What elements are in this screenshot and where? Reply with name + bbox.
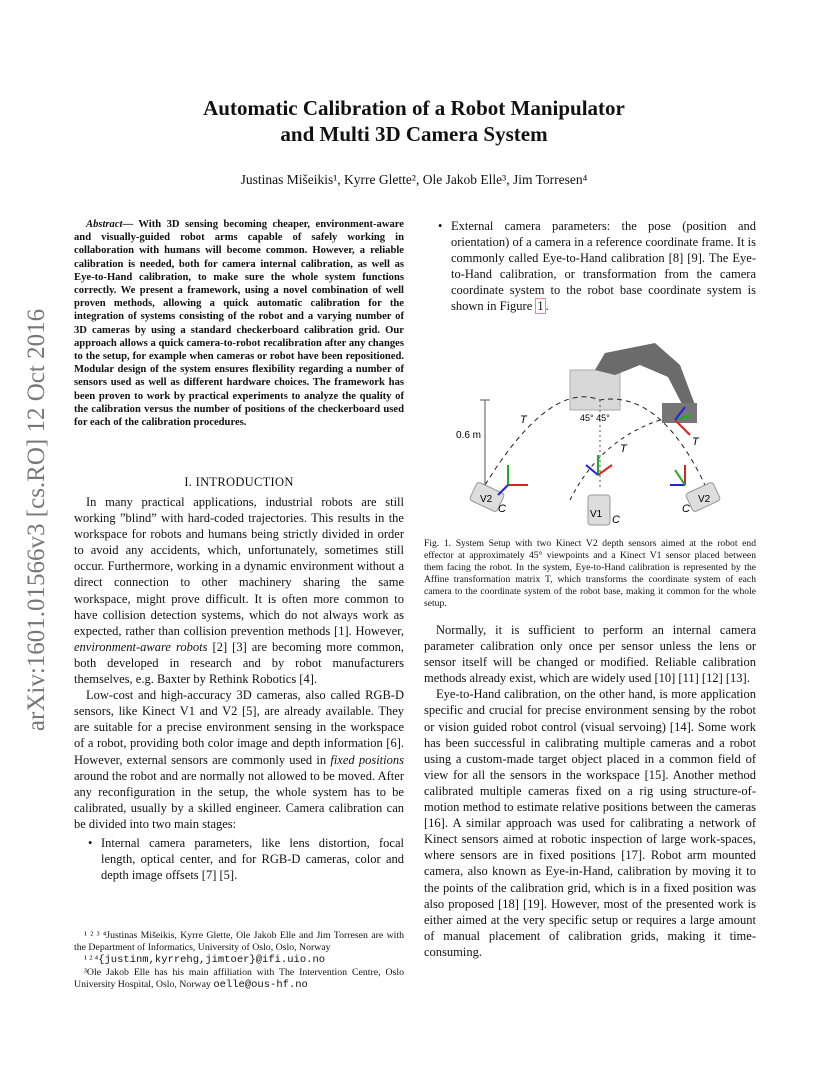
figure-1 bbox=[430, 325, 756, 530]
section-heading: I. INTRODUCTION bbox=[184, 475, 294, 489]
svg-text:C: C bbox=[498, 503, 506, 515]
svg-text:T: T bbox=[692, 436, 699, 448]
svg-text:C: C bbox=[682, 503, 690, 515]
intro-paragraph-2: Low-cost and high-accuracy 3D cameras, also called RGB-D sensors, like Kinect V1 and V2 [5], are already available. They are suitable for a precise environment sensing in the workspace of a robot, providing both color image and depth information [6]. However, external sensors are commonly used in fixed positions around the robot and are normally not allowed to be moved. After any reconfiguration in the setup, the whole system has to be calibrated, usually by a skilled engineer. Camera calibration can be divided into two main stages: bbox=[74, 688, 404, 831]
svg-text:V2: V2 bbox=[698, 494, 711, 505]
svg-text:C: C bbox=[612, 514, 620, 526]
paragraph: Eye-to-Hand calibration, on the other hand, is more application specific and crucial for precise environment sensing by the robot or vision guided robot control (visual servoing) [14]. Some work has been successful in calibrating multiple cameras and a robot using a custom-made target object placed in a common field of view for all the sensors in the workspace [15]. Another method calibrated multiple cameras fixed on a rig using structure-of-motion method to estimate relative positions between the cameras [16]. A similar approach was used for calibrating a network of Kinect sensors aimed at robotic inspection of large work-spaces, where sensors are in fixed positions [17]. Robot arm mounted camera, also known as Eye-in-Hand, calibration by moving it to the points of the calibration grid, which is in a fixed position was also proposed [18] [19]. However, most of the presented work is either aimed at the very specific setup or requires a large amount of manual placement of calibration grids, making it time-consuming. bbox=[424, 687, 756, 959]
list-item: • Internal camera parameters, like lens distortion, focal length, optical center, and for RGB-D cameras, color and depth image offsets [7] [5]. bbox=[88, 835, 404, 883]
angle-label: 45° 45° bbox=[580, 413, 610, 423]
right-body bbox=[424, 622, 756, 960]
figure-caption: Fig. 1. System Setup with two Kinect V2 depth sensors aimed at the robot end effector at approximately 45° viewpoints and a Kinect V1 sensor placed between them facing the robot. In the system, Eye-to-Hand calibration is represented by the Affine transformation matrix T, which transforms the coordinate system of each camera to the coordinate system of the robot base, making it common for the whole setup. bbox=[424, 538, 756, 609]
footnotes: ¹ ² ³ ⁴Justinas Mišeikis, Kyrre Glette, Ole Jakob Elle and Jim Torresen are with the Department of Informatics, University of Oslo, Oslo, Norway ¹ ² ⁴{justinm,kyrrehg,jimtoer}@ifi.uio.no ³Ole Jakob Elle has his main affiliation with The Intervention Centre, Oslo University Hospital, Oslo, Norway oelle@ous-hf.no bbox=[74, 930, 404, 991]
email-list: {justinm,kyrrehg,jimtoer}@ifi.uio.no bbox=[98, 954, 326, 967]
svg-text:V2: V2 bbox=[480, 494, 493, 505]
svg-text:T: T bbox=[520, 414, 527, 426]
abstract: Abstract— With 3D sensing becoming cheaper, environment-aware and visually-guided robot arms capable of safely working in collaboration with humans will become common. However, a reliable calibration is needed, both for camera internal calibration, as well as Eye-to-Hand calibration, to make sure the whole system functions correctly. We present a framework, using a novel combination of well proven methods, allowing a quick automatic calibration for the integration of systems consisting of the robot and a varying number of 3D cameras by using a standard checkerboard calibration grid. Our approach allows a quick camera-to-robot recalibration after any changes to the setup, for example when cameras or robot have been repositioned. Modular design of the system ensures flexibility regarding a number of sensors used as well as different hardware choices. The framework has been proven to work by practical experiments to analyze the quality of the calibration versus the number of positions of the checkerboard used for each of the calibration procedures. bbox=[74, 219, 404, 429]
paper-title: Automatic Calibration of a Robot Manipulator and Multi 3D Camera System bbox=[203, 96, 625, 146]
authors: Justinas Mišeikis¹, Kyrre Glette², Ole Jakob Elle³, Jim Torresen⁴ bbox=[240, 172, 588, 187]
arxiv-sidebar: arXiv:1601.01566v3 [cs.RO] 12 Oct 2016 bbox=[23, 308, 50, 732]
intro-paragraph-1: In many practical applications, industrial robots are still working ”blind” with hard-coded trajectories. This results in the workspace for robots and humans being strictly divided in order to avoid any accidents, which, unfortunately, sometimes still occur. Furthermore, working in a dynamic environment without a direct connection to other machinery sharing the same workspace, might prove difficult. It is often more common to have collision detection systems, which do not always work as expected, rather than collision prevention methods [1]. However, environment-aware robots [2] [3] are becoming more common, both developed in research and by robot manufacturers themselves, e.g. Baxter by Rethink Robotics [4]. bbox=[74, 495, 404, 687]
distance-label: 0.6 m bbox=[456, 430, 482, 441]
svg-text:T: T bbox=[620, 443, 627, 455]
robot-base bbox=[570, 370, 620, 410]
svg-text:V1: V1 bbox=[590, 509, 603, 520]
paragraph: Normally, it is sufficient to perform an internal camera parameter calibration only once per sensor unless the lens or sensor itself will be changed or modified. Reliable calibration methods already exist, which are widely used [10] [11] [12] [13]. bbox=[424, 623, 756, 686]
bullet-external: • External camera parameters: the pose (position and orientation) of a camera in a reference coordinate frame. It is commonly called Eye-to-Hand calibration [8] [9]. The Eye-to-Hand calibration, or transformation from the camera coordinate system to the robot base coordinate system is shown in Figure 1 . bbox=[438, 219, 756, 314]
figure-link[interactable]: 1 bbox=[537, 299, 544, 314]
email: oelle@ous-hf.no bbox=[213, 978, 308, 991]
intro-body bbox=[74, 494, 404, 883]
